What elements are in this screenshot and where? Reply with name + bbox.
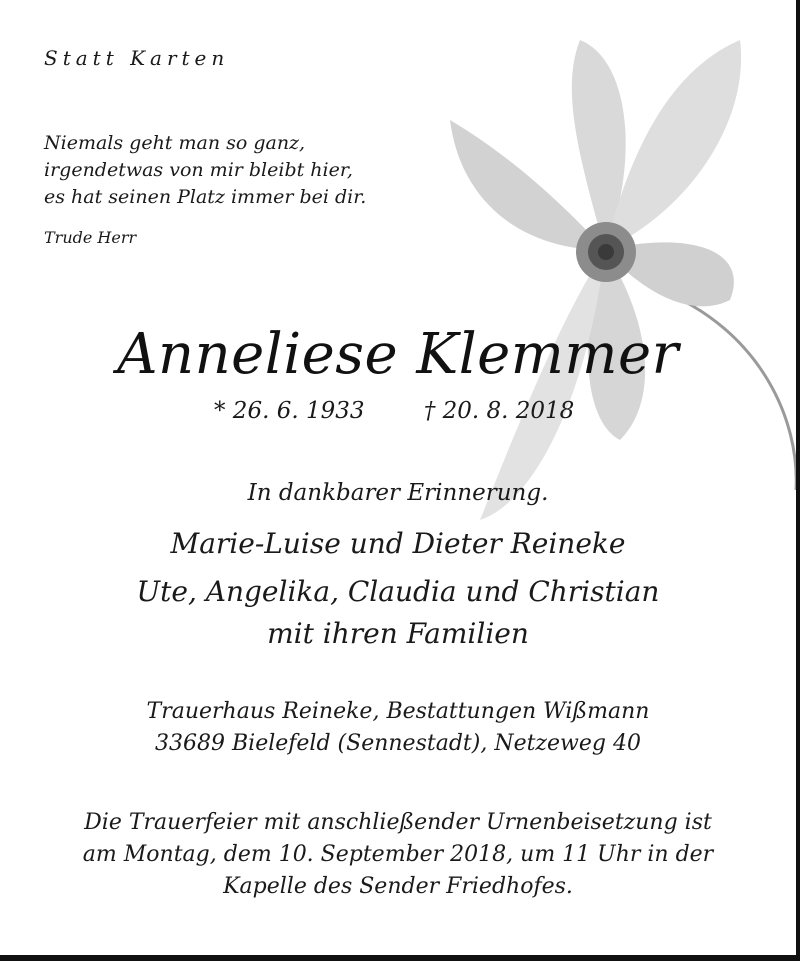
- family-line-2: Ute, Angelika, Claudia und Christian: [136, 575, 660, 608]
- header-statt-karten: Statt Karten: [44, 46, 230, 70]
- family-line-3: mit ihren Familien: [267, 617, 529, 650]
- thanks-line: In dankbarer Erinnerung.: [247, 480, 549, 506]
- cosmos-flower-image: [430, 0, 796, 560]
- funeral-home-line-2: 33689 Bielefeld (Sennestadt), Netzeweg 40: [155, 731, 641, 756]
- poem: [44, 130, 366, 211]
- ceremony-line-3: Kapelle des Sender Friedhofes.: [223, 874, 573, 899]
- family-line-1: Marie-Luise und Dieter Reineke: [170, 527, 626, 560]
- poem-line-1: Niemals geht man so ganz,: [44, 132, 306, 154]
- life-dates: [214, 398, 574, 424]
- birth-date: * 26. 6. 1933: [214, 398, 365, 424]
- poem-line-2: irgendetwas von mir bleibt hier,: [44, 159, 353, 181]
- funeral-home-line-1: Trauerhaus Reineke, Bestattungen Wißmann: [146, 699, 650, 724]
- ceremony-line-2: am Montag, dem 10. September 2018, um 11 Uhr in der: [82, 842, 714, 867]
- deceased-name: Anneliese Klemmer: [117, 322, 679, 387]
- poem-author: Trude Herr: [44, 228, 137, 247]
- ceremony-line-1: Die Trauerfeier mit anschließender Urnenbeisetzung ist: [84, 810, 712, 835]
- poem-line-3: es hat seinen Platz immer bei dir.: [44, 186, 367, 208]
- death-date: † 20. 8. 2018: [423, 398, 575, 424]
